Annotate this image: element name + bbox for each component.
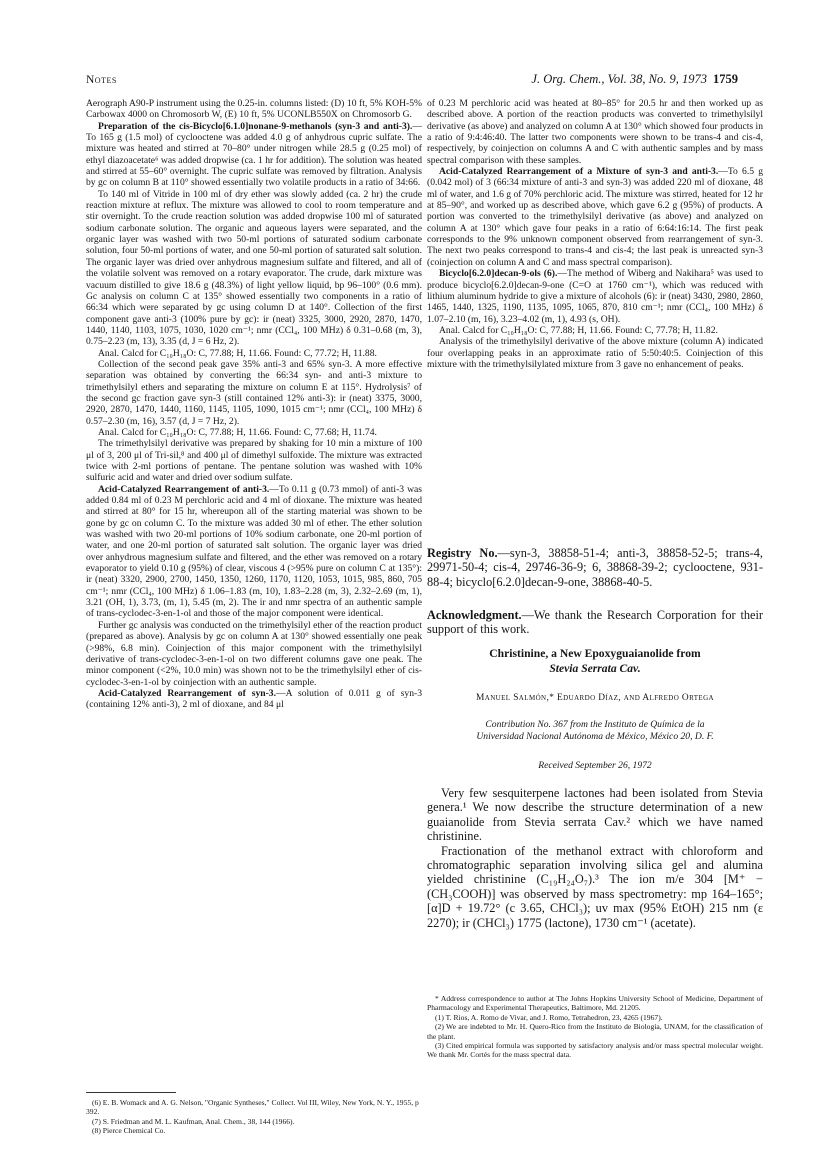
title-line-1: Christinine, a New Epoxyguaianolide from: [489, 647, 701, 660]
acknowledgment-text: —We thank the Research Corporation for their support of this work.: [427, 608, 763, 637]
paragraph-text: —To 165 g (1.5 mol) of cyclooctene was added 4.0 g of anhydrous cupric sulfate. The mixture was heated and stirred at 70–80° under nitrogen while 28.5 g (0.25 mol) of ethyl diazoacetate⁶ was added dropwise (ca. 1 hr for addition). The solution was heated and stirred at 55–60° overnight. The cupric sulfate was removed by filtration. Analysis by gc on column B at 110° showed essentially two volatile products in a ratio of 34:66.: [86, 120, 422, 189]
article-title: [427, 646, 763, 676]
footnote: * Address correspondence to author at The Johns Hopkins University School of Medicine, Department of Pharmacology and Experimental Therapeutics, Baltimore, Md. 21205.: [427, 994, 763, 1013]
affiliation-line-1: Contribution No. 367 from the Instituto de Química de la: [485, 719, 705, 730]
paragraph: [427, 268, 763, 325]
paragraph-text: —To 0.11 g (0.73 mmol) of anti-3 was added 0.84 ml of 0.23 M perchloric acid and 4 ml of dioxane. The mixture was heated and stirred at 80° for 15 hr, whereupon all of the starting material was shown to be gone by gc on column C. To the mixture was added 30 ml of ether. The ether solution was washed with two 20-ml portions of 10% sodium carbonate, one 20-ml portion of water, and one 20-ml portion of saturated salt solution. The organic layer was dried over anhydrous magnesium sulfate and filtered, and the ether was removed on a rotary evaporator to yield 0.10 g (95%) of clear, viscous 4 (>95% pure on column C at 135°): ir (neat) 3320, 2900, 2700, 1450, 1350, 1260, 1170, 1120, 1053, 1015, 985, 860, 705 cm⁻¹; nmr (CCl₄, 100 MHz) δ 1.06–1.83 (m, 10), 1.83–2.28 (m, 3), 2.32–2.69 (m, 1), 3.21 (OH, 1), 3.73, (m, 1), 5.45 (m, 2). The ir and nmr spectra of an authentic sample of trans-cyclodec-3-en-1-ol and those of the major component were identical.: [86, 483, 422, 620]
paragraph: [86, 688, 422, 711]
paragraph: [86, 189, 422, 348]
journal-header: [531, 72, 738, 87]
paragraph-heading: Acid-Catalyzed Rearrangement of syn-3.: [98, 687, 277, 699]
paragraph: [427, 336, 763, 370]
paragraph: [86, 348, 422, 359]
paragraph: [86, 484, 422, 620]
paragraph-text: Collection of the second peak gave 35% anti-3 and 65% syn-3. A more effective separation was obtained by converting the 66:34 syn- and anti-3 mixture to trimethylsilyl ethers and separating the mixture on column E at 115°. Hydrolysis⁷ of the second gc fraction gave syn-3 (still contained 12% anti-3): ir (neat) 3375, 3000, 2920, 2870, 1470, 1440, 1160, 1145, 1105, 1090, 1015 cm⁻¹; nmr (CCl₄, 100 MHz) δ 0.57–2.30 (m, 16), 3.57 (d, J = 7 Hz, 2).: [86, 358, 422, 427]
article-authors: Manuel Salmón,* Eduardo Díaz, and Alfredo Ortega: [476, 693, 714, 703]
right-column: [427, 98, 763, 370]
paragraph-text: Anal. Calcd for C₁₀H₁₈O: C, 77.88; H, 11.66. Found: C, 77.68; H, 11.74.: [98, 426, 377, 438]
paragraph: [427, 166, 763, 268]
paragraph-text: —The method of Wiberg and Nakihara⁵ was used to produce bicyclo[6.2.0]decan-9-one (C=O at 1760 cm⁻¹), which was reduced with lithium aluminum hydride to give a mixture of alcohols (6): ir (neat) 3430, 2980, 2860, 1465, 1440, 1325, 1190, 1135, 1095, 1065, 870, 810 cm⁻¹; nmr (CCl₄, 100 MHz) δ 1.07–2.10 (m, 16), 3.23–4.02 (m, 1), 4.93 (s, OH).: [427, 268, 763, 325]
paragraph-text: Aerograph A90-P instrument using the 0.25-in. columns listed: (D) 10 ft, 5% KOH-5% Carbowax 4000 on Chromosorb W, (E) 10 ft, 5% UCONLB550X on Chromosorb G.: [86, 98, 422, 121]
paragraph-text: —A solution of 0.011 g of syn-3 (containing 12% anti-3), 2 ml of dioxane, and 84 μl: [86, 687, 422, 711]
journal-citation: J. Org. Chem., Vol. 38, No. 9, 1973: [531, 72, 707, 86]
footnote: (7) S. Friedman and M. L. Kaufman, Anal. Chem., 38, 144 (1966).: [92, 1116, 295, 1126]
acknowledgment: [427, 608, 763, 637]
article-affiliation: [427, 719, 763, 743]
footnote: (2) We are indebted to Mr. H. Quero-Rico from the Instituto de Biología, UNAM, for the classification of the plant.: [427, 1022, 763, 1041]
affiliation-line-2: Universidad Nacional Autónoma de México, México 20, D. F.: [476, 731, 714, 742]
paragraph-text: of 0.23 M perchloric acid was heated at 80–85° for 20.5 hr and then worked up as described above. A portion of the reaction products was converted to trimethylsilyl derivative (as above) and analyzed on column A at 130° which showed four products in a ratio of 9:4:46:40. The latter two components were shown to be trans-4 and cis-4, respectively, by coinjection on columns A and C with authentic samples and by mass spectral comparison with these samples.: [427, 98, 763, 166]
paragraph-text: Further gc analysis was conducted on the trimethylsilyl ether of the reaction product (prepared as above). Analysis by gc on column A at 130° showed essentially one peak (>98%, 6.8 min). Coinjection of this major component with the trimethylsilyl derivative of trans-cyclodec-3-en-1-ol on two different columns gave one peak. The minor component (<2%, 10.0 min) was shown not to be the trimethylsilyl ether of cis-cyclodec-3-en-1-ol by coinjection with an authentic sample.: [86, 619, 422, 688]
article-footnotes: [427, 994, 763, 1060]
paragraph: [427, 325, 763, 336]
paragraph: [86, 98, 422, 121]
paragraph: [86, 121, 422, 189]
left-column: [86, 98, 422, 711]
registry-label: Registry No.: [427, 546, 498, 560]
body-paragraph: Very few sesquiterpene lactones had been isolated from Stevia genera.¹ We now describe the structure determination of a new guaianolide from Stevia serrata Cav.² which we have named christinine.: [427, 786, 763, 844]
left-footnotes: [86, 1098, 422, 1136]
paragraph: [86, 427, 422, 438]
paragraph: [427, 98, 763, 166]
paragraph: [86, 359, 422, 427]
paragraph-text: Anal. Calcd for C₁₀H₁₈O: C, 77.88; H, 11.66. Found: C, 77.78; H, 11.82.: [439, 324, 718, 336]
paragraph: [86, 438, 422, 483]
received-date: Received September 26, 1972: [538, 760, 652, 771]
registry-text: —syn-3, 38858-51-4; anti-3, 38858-52-5; trans-4, 29971-50-4; cis-4, 29746-36-9; 6, 38868-39-2; cyclooctene, 931-88-4; bicyclo[6.2.0]decan-9-one, 38868-40-5.: [427, 546, 763, 589]
footnote: (3) Cited empirical formula was supported by satisfactory analysis and/or mass spectral molecular weight. We thank Mr. Cortés for the mass spectral data.: [427, 1041, 763, 1060]
paragraph-heading: Preparation of the cis-Bicyclo[6.1.0]nonane-9-methanols (syn-3 and anti-3).: [98, 120, 413, 132]
body-paragraph: Fractionation of the methanol extract with chloroform and chromatographic separation involving silica gel and alumina yielded christinine (C₁₉H₂₄O₇).³ The ion m/e 304 [M⁺ − (CH₃COOH)] was observed by mass spectrometry: mp 164–165°; [α]D + 19.72° (c 3.65, CHCl₃); uv max (95% EtOH) 215 nm (ε 2270); ir (CHCl₃) 1775 (lactone), 1730 cm⁻¹ (acetate).: [427, 843, 763, 930]
paragraph-text: Anal. Calcd for C₁₀H₁₈O: C, 77.88; H, 11.66. Found: C, 77.72; H, 11.88.: [98, 347, 377, 359]
page-number: 1759: [713, 72, 738, 86]
section-header: Notes: [86, 74, 117, 86]
paragraph: [86, 620, 422, 688]
paragraph-heading: Acid-Catalyzed Rearrangement of anti-3.: [98, 483, 270, 495]
footnote-rule: [86, 1092, 176, 1093]
paragraph-text: —To 6.5 g (0.042 mol) of 3 (66:34 mixture of anti-3 and syn-3) was added 220 ml of dioxane, 48 ml of water, and 1.6 g of 70% perchloric acid. The mixture was stirred, heated for 12 hr at 85–90°, and worked up as described above, which gave 6.2 g (95%) of products. A portion was converted to the trimethylsilyl derivative (as above) and analyzed on column A at 130° which gave four peaks in a ratio of 6:64:16:14. The first peak corresponds to the 9% unknown component observed from rearrangement of syn-3. The next two peaks correspond to trans-4 and cis-4; the last peak is unreacted syn-3 (coinjection on column A and C and mass spectral comparison).: [427, 166, 763, 268]
paragraph-heading: Acid-Catalyzed Rearrangement of a Mixture of syn-3 and anti-3.: [439, 166, 719, 178]
registry-numbers: [427, 546, 763, 589]
paragraph-text: To 140 ml of Vitride in 100 ml of dry ether was slowly added (ca. 2 hr) the crude reaction mixture at reflux. The mixture was allowed to cool to room temperature and stir overnight. To the crude reaction solution was added dropwise 100 ml of saturated sodium carbonate solution. The organic and aqueous layers were separated, and the organic layer was washed with two 50-ml portions of saturated sodium carbonate solution, four 50-ml portions of water, and one 50-ml portion of saturated salt solution. The organic layer was dried over anhydrous magnesium sulfate and filtered, and all of the volatile solvent was removed on a rotary evaporator. The crude, dark mixture was vacuum distilled to give 18.6 g (48.3%) of light yellow liquid, bp 96–100° (0.6 mm). Gc analysis on column C at 135° showed essentially two components in a ratio of 66:34 which were separated by gc using column D at 140°. Collection of the first component gave anti-3 (100% pure by gc): ir (neat) 3325, 3000, 2920, 2870, 1470, 1440, 1140, 1103, 1075, 1030, 1020 cm⁻¹; nmr (CCl₄, 100 MHz) δ 0.31–0.68 (m, 3), 0.75–2.23 (m, 13), 3.35 (d, J = 6 Hz, 2).: [86, 188, 422, 348]
paragraph-heading: Bicyclo[6.2.0]decan-9-ols (6).: [439, 268, 558, 280]
footnote: (1) T. Rios, A. Romo de Vivar, and J. Romo, Tetrahedron, 23, 4265 (1967).: [435, 1012, 663, 1022]
footnote: (6) E. B. Womack and A. G. Nelson, "Organic Syntheses," Collect. Vol III, Wiley, New York, N. Y., 1955, p 392.: [86, 1098, 419, 1117]
article-body: [427, 786, 763, 930]
title-line-2: Stevia Serrata Cav.: [549, 662, 641, 675]
acknowledgment-label: Acknowledgment.: [427, 608, 522, 622]
paragraph-text: The trimethylsilyl derivative was prepared by shaking for 10 min a mixture of 100 μl of 3, 200 μl of Tri-sil,⁸ and 400 μl of dimethyl sulfoxide. The mixture was extracted twice with 2-ml portions of pentane. The pentane solution was washed with 10% sulfuric acid and water and dried over sodium sulfate.: [86, 438, 422, 484]
footnote: (8) Pierce Chemical Co.: [92, 1126, 166, 1136]
paragraph-text: Analysis of the trimethylsilyl derivative of the above mixture (column A) indicated four overlapping peaks in an approximate ratio of 5:50:40:5. Coinjection of this mixture with the trimethylsilylated mixture from 3 gave no enhancement of peaks.: [427, 336, 763, 370]
